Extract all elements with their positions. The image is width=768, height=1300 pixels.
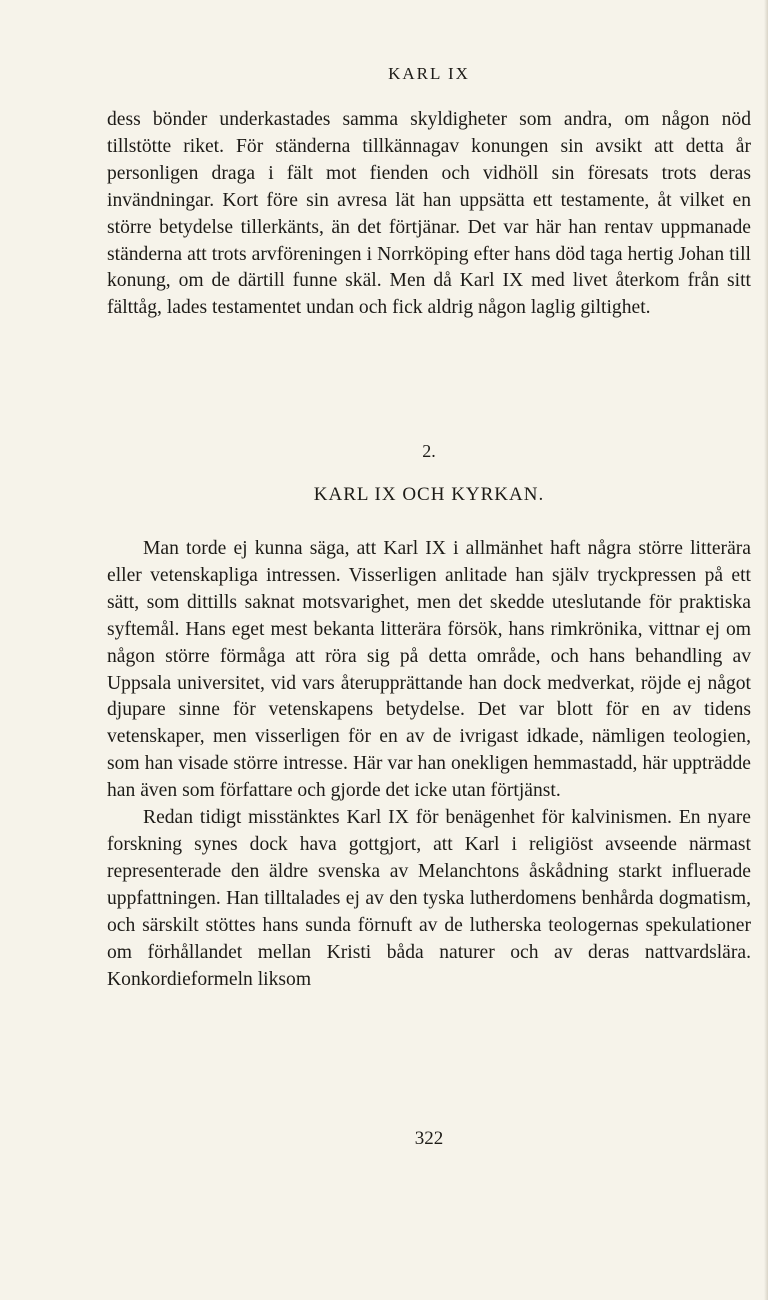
page-number: 322 bbox=[414, 1128, 444, 1149]
continued-text-block bbox=[107, 107, 751, 322]
section-title: KARL IX OCH KYRKAN. bbox=[313, 484, 545, 505]
section-paragraph-2: Redan tidigt misstänktes Karl IX för benägenhet för kalvinismen. En nyare forskning synes dock hava gottgjort, att Karl i religiöst avseende närmast representerade den äldre svenska av Melanchtons åskådning starkt influerade uppfattningen. Han tilltalades ej av den tyska lutherdomens benhårda dogmatism, och särskilt stöttes hans sunda förnuft av de lutherska teologernas spekulationer om förhållandet mellan Kristi båda naturer och av deras nattvardslära. Konkordieformeln liksom bbox=[107, 807, 751, 990]
page-edge bbox=[764, 0, 768, 1300]
continuation-paragraph: dess bönder underkastades samma skyldigheter som andra, om någon nöd tillstötte riket. För ständerna tillkännagav konungen sin avsikt att detta år personligen draga i fält mot fienden och vidhöll sin föresats trots deras invändningar. Kort före sin avresa lät han uppsätta ett testamente, åt vilket en större betydelse tillerkänts, än det förtjänar. Det var här han rentav uppmanade ständerna att trots arvföreningen i Norrköping efter hans död taga hertig Johan till konung, om de därtill funne skäl. Men då Karl IX med livet återkom från sitt fälttåg, lades testamentet undan och fick aldrig någon laglig giltighet. bbox=[107, 109, 751, 319]
running-head: KARL IX bbox=[388, 64, 470, 83]
section-paragraph-1: Man torde ej kunna säga, att Karl IX i allmänhet haft några större litterära eller vetenskapliga intressen. Visserligen anlitade han själv tryckpressen på ett sätt, som dittills saknat motsvarighet, men det skedde uteslutande för praktiska syftemål. Hans eget mest bekanta litterära försök, hans rimkrönika, vittnar ej om någon större förmåga att röra sig på detta område, och hans behandling av Uppsala universitet, vid vars återupprättande han dock medverkat, röjde ej något djupare sinne för vetenskapens betydelse. Det var blott för en av tidens vetenskaper, men visserligen för en av de ivrigast idkade, nämligen teologien, som han visade större intresse. Här var han onekligen hemmastadd, här uppträdde han även som författare och gjorde det icke utan förtjänst. bbox=[107, 538, 751, 802]
book-page bbox=[107, 0, 751, 1300]
section-number: 2. bbox=[422, 441, 436, 461]
section-body bbox=[107, 536, 751, 993]
